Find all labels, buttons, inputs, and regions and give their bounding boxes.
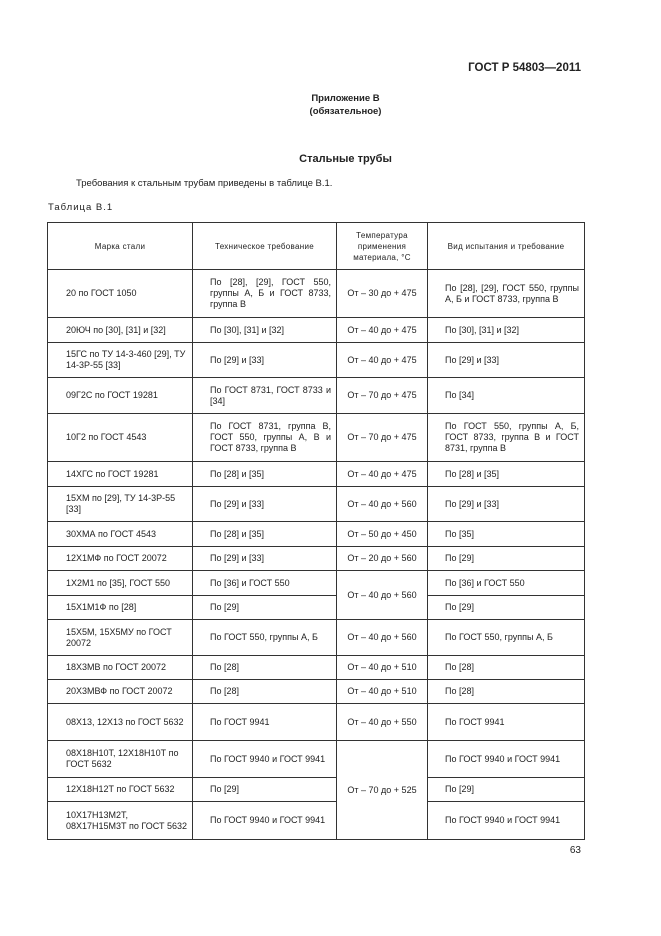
technical-requirement: По [30], [31] и [32]: [210, 324, 285, 335]
header-test-type: Вид испытания и требование: [428, 223, 585, 270]
appendix-title: Приложение В: [311, 93, 380, 104]
technical-requirement: По [28]: [210, 686, 239, 696]
table-row: [48, 270, 585, 318]
technical-requirement: По [29] и [33]: [210, 553, 265, 563]
table-row: [48, 522, 585, 547]
steel-grade: 08Х13, 12Х13 по ГОСТ 5632: [66, 716, 184, 727]
steel-pipes-table: [47, 222, 585, 840]
temperature-range: От – 50 до + 450: [337, 522, 428, 547]
steel-grade: 1Х2М1 по [35], ГОСТ 550: [66, 577, 170, 588]
table-row: [48, 620, 585, 656]
steel-grade: 08Х18Н10Т, 12Х18Н10Т по ГОСТ 5632: [66, 748, 179, 769]
test-requirement: По [29]: [445, 602, 474, 612]
technical-requirement: По ГОСТ 550, группы А, Б: [210, 632, 318, 642]
table-row: [48, 414, 585, 462]
table-row: [48, 802, 585, 840]
steel-grade: 20 по ГОСТ 1050: [66, 288, 137, 298]
table-row: [48, 596, 585, 620]
technical-requirement: По [29]: [210, 602, 239, 612]
steel-grade: 14ХГС по ГОСТ 19281: [66, 468, 159, 479]
steel-grade: 12Х18Н12Т по ГОСТ 5632: [66, 784, 175, 794]
test-requirement: По [28], [29], ГОСТ 550, группы А, Б и ГОСТ 8733, группа В: [445, 282, 579, 304]
steel-grade: 10Г2 по ГОСТ 4543: [66, 432, 147, 442]
temperature-range: От – 40 до + 560: [337, 620, 428, 656]
technical-requirement: По [29]: [210, 784, 239, 794]
technical-requirement: По ГОСТ 9940 и ГОСТ 9941: [210, 815, 326, 825]
temperature-range: От – 40 до + 475: [337, 318, 428, 343]
technical-requirement: По [29] и [33]: [210, 354, 265, 365]
table-row: [48, 656, 585, 680]
table-row: [48, 680, 585, 704]
page-number: 63: [569, 845, 581, 856]
test-requirement: По ГОСТ 550, группы А, Б: [445, 632, 553, 642]
steel-grade: 20ЮЧ по [30], [31] и [32]: [66, 324, 166, 335]
temperature-range: От – 20 до + 560: [337, 547, 428, 571]
header-steel-grade: Марка стали: [48, 223, 193, 270]
technical-requirement: По [29] и [33]: [210, 498, 265, 509]
test-requirement: По [28]: [445, 662, 474, 672]
test-requirement: По [30], [31] и [32]: [445, 324, 520, 335]
temperature-range: От – 40 до + 475: [337, 343, 428, 378]
test-requirement: По [28]: [445, 686, 474, 696]
technical-requirement: По ГОСТ 8731, ГОСТ 8733 и [34]: [210, 384, 331, 406]
table-row: [48, 318, 585, 343]
technical-requirement: По ГОСТ 8731, группа В, ГОСТ 550, группы А, В и ГОСТ 8733, группа В: [210, 421, 331, 453]
table-row: [48, 547, 585, 571]
test-requirement: По ГОСТ 9941: [445, 716, 505, 727]
header-technical-requirement: Техническое требование: [193, 223, 337, 270]
test-requirement: По [36] и ГОСТ 550: [445, 577, 525, 588]
test-requirement: По ГОСТ 550, группы А, Б, ГОСТ 8733, группа В и ГОСТ 8731, группа В: [445, 421, 579, 453]
test-requirement: По [29]: [445, 553, 474, 563]
technical-requirement: По [28] и [35]: [210, 528, 265, 539]
table-row: [48, 741, 585, 778]
temperature-range: От – 40 до + 560: [337, 487, 428, 522]
temperature-range: От – 40 до + 550: [337, 704, 428, 741]
test-requirement: По [29]: [445, 784, 474, 794]
table-row: [48, 487, 585, 522]
test-requirement: По [29] и [33]: [445, 498, 500, 509]
table-row: [48, 378, 585, 414]
steel-grade: 10Х17Н13М2Т, 08Х17Н15М3Т по ГОСТ 5632: [66, 809, 188, 831]
temperature-range: От – 70 до + 475: [337, 378, 428, 414]
table-row: [48, 343, 585, 378]
steel-grade: 30ХМА по ГОСТ 4543: [66, 528, 156, 539]
table-label: Таблица В.1: [48, 202, 114, 213]
appendix-subtitle: (обязательное): [309, 106, 382, 117]
temperature-range: От – 40 до + 510: [337, 680, 428, 704]
test-requirement: По [35]: [445, 528, 474, 539]
table-row: [48, 778, 585, 802]
header-temperature: Температура применения материала, °С: [337, 223, 428, 270]
steel-grade: 20Х3МВФ по ГОСТ 20072: [66, 686, 173, 696]
steel-grade: 18Х3МВ по ГОСТ 20072: [66, 662, 166, 672]
technical-requirement: По [28]: [210, 662, 239, 672]
table-row: [48, 462, 585, 487]
technical-requirement: По ГОСТ 9941: [210, 716, 270, 727]
test-requirement: По ГОСТ 9940 и ГОСТ 9941: [445, 753, 561, 764]
document-code: ГОСТ Р 54803—2011: [468, 62, 581, 74]
temperature-range: От – 70 до + 475: [337, 414, 428, 462]
temperature-range: От – 70 до + 525: [337, 741, 428, 840]
steel-grade: 15Х1М1Ф по [28]: [66, 602, 137, 612]
steel-grade: 09Г2С по ГОСТ 19281: [66, 390, 158, 400]
technical-requirement: По ГОСТ 9940 и ГОСТ 9941: [210, 753, 326, 764]
table-header-row: [48, 223, 585, 270]
test-requirement: По [34]: [445, 390, 474, 400]
temperature-range: От – 30 до + 475: [337, 270, 428, 318]
technical-requirement: По [36] и ГОСТ 550: [210, 577, 290, 588]
test-requirement: По [29] и [33]: [445, 354, 500, 365]
temperature-range: От – 40 до + 560: [337, 571, 428, 620]
test-requirement: По [28] и [35]: [445, 468, 500, 479]
section-title: Стальные трубы: [299, 153, 392, 165]
steel-grade: 15Х5М, 15Х5МУ по ГОСТ 20072: [66, 626, 172, 648]
test-requirement: По ГОСТ 9940 и ГОСТ 9941: [445, 815, 561, 825]
temperature-range: От – 40 до + 510: [337, 656, 428, 680]
table-row: [48, 571, 585, 596]
temperature-range: От – 40 до + 475: [337, 462, 428, 487]
steel-grade: 15ГС по ТУ 14-3-460 [29], ТУ 14-3Р-55 [33]: [66, 349, 186, 370]
table-row: [48, 704, 585, 741]
steel-grade: 15ХМ по [29], ТУ 14-3Р-55 [33]: [66, 493, 176, 514]
appendix-heading: [0, 92, 661, 118]
technical-requirement: По [28] и [35]: [210, 468, 265, 479]
intro-text: Требования к стальным трубам приведены в таблице В.1.: [76, 178, 333, 189]
steel-grade: 12Х1МФ по ГОСТ 20072: [66, 553, 167, 563]
technical-requirement: По [28], [29], ГОСТ 550, группы А, Б и ГОСТ 8733, группа В: [210, 277, 331, 309]
